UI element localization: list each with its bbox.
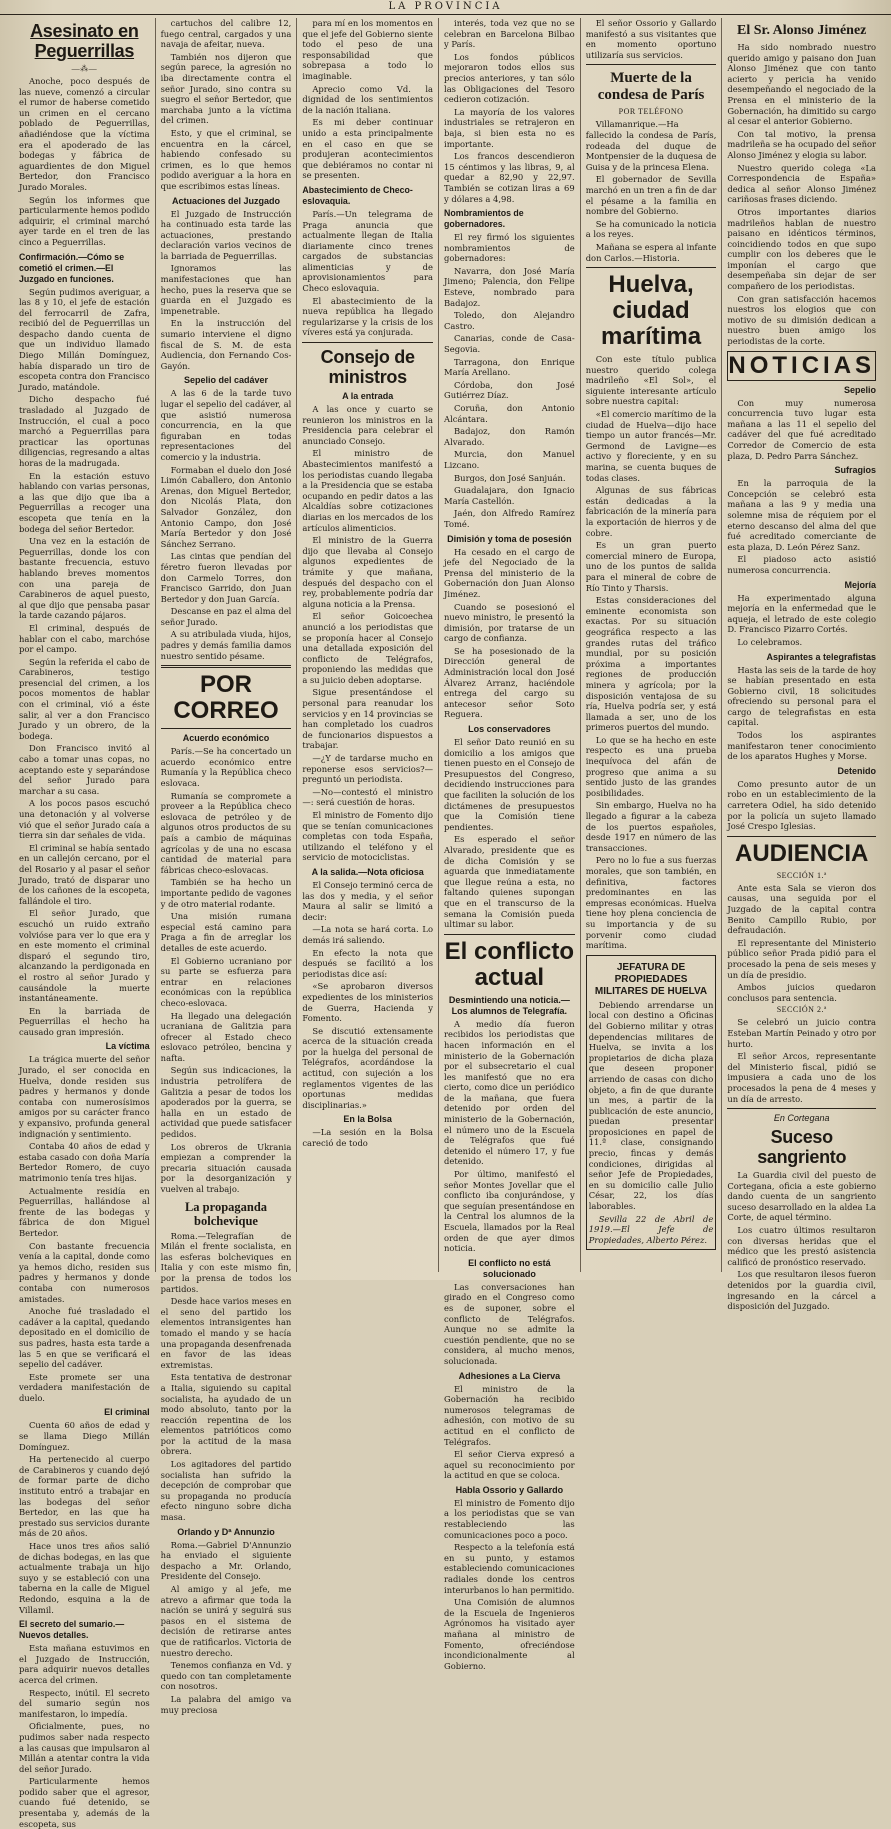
paragraph: Sin embargo, Huelva no ha llegado a figurar a la cabeza de los puertos españoles, desde 1917 en número de las transacciones. xyxy=(585,800,717,853)
paragraph: Badajoz, don Ramón Alvarado. xyxy=(444,426,575,447)
subhead-abastecimiento: Abastecimiento de Checo-eslovaquia. xyxy=(302,184,413,206)
paragraph: El señor Goicoechea anunció a los periodistas que se proponía hacer al Consejo una detallada exposición del conflicto de Telégrafos, proponiendo las medidas que a su juicio deben adoptarse. xyxy=(302,611,434,685)
paragraph: Jaén, don Alfredo Ramírez Tomé. xyxy=(444,508,575,529)
paragraph: También nos dijeron que según parece, la agresión no iba directamente contra el señor Jurado, sino contra su suegro el señor Bertedor, que marchaba junto a la víctima del crimen. xyxy=(160,51,292,126)
paragraph: Hace unos tres años salió de dichas bodegas, en las que actualmente trabaja un hijo suyo y se estableció con una taberna en la calle de Miguel Redondo, esquina a la de Villamil. xyxy=(19,1541,150,1615)
paragraph: Según los informes que particularmente hemos podido adquirir, el criminal marchó ayer tarde en el tren de las cinco a Peguerrillas. xyxy=(19,194,150,247)
paragraph: El criminal, después de hablar con el cabo, marchóse por el campo. xyxy=(19,622,150,655)
column-3 xyxy=(297,18,439,1272)
paragraph: —La sesión en la Bolsa careció de todo xyxy=(302,1127,434,1149)
paragraph: Las conversaciones han girado en el Congreso como es de suponer, sobre el conflicto de Telégrafos. Aunque no se admite la cuestión pendiente, que no se considera, al mucho menos, solucionada. xyxy=(444,1281,575,1366)
subhead-ossorio: Habla Ossorio y Gallardo xyxy=(455,1484,564,1495)
section-title-condesa: Muerte de la condesa de París xyxy=(597,70,705,104)
paragraph: Esto, y que el criminal, se encuentra en la cárcel, habiendo confesado su crimen, es lo que hemos podido averiguar a la hora en que escribimos estas líneas. xyxy=(160,127,292,191)
divider xyxy=(586,267,717,268)
paragraph: Se celebró un juicio contra Esteban Martín Peinado y otro por hurto. xyxy=(727,1017,877,1049)
column-6 xyxy=(722,18,881,1312)
paragraph: A las 6 de la tarde tuvo lugar el sepelio del cadáver, al que asistió numerosa concurrencia, en la que figuraban en todas representaciones del comercio y la industria. xyxy=(160,388,292,462)
subhead-secreto: El secreto del sumario.—Nuevos detalles. xyxy=(19,1619,125,1641)
paragraph: Murcia, don Manuel Lizcano. xyxy=(444,449,575,470)
paragraph: Algunas de sus fábricas están dedicadas a la fabricación de la minería para la exportación de hierros y de cobre. xyxy=(585,485,717,538)
paragraph: Villamanrique.—Ha fallecido la condesa de París, rodeada del duque de Montpensier de la duquesa de Guisa y de la princesa Elena. xyxy=(585,119,717,172)
paragraph: Canarias, conde de Casa-Segovia. xyxy=(444,333,575,355)
divider xyxy=(444,934,575,935)
paragraph: —¿Y de tardarse mucho en reponerse esos servicios?—preguntó un periodista. xyxy=(302,753,434,785)
section-label-1: SECCIÓN 1.ª xyxy=(776,870,827,880)
paragraph: Particularmente hemos podido saber que el agresor, cuando fué detenido, se presentaba y, además de la escopeta, sus xyxy=(19,1776,150,1829)
section-title-por-correo: POR CORREO xyxy=(173,671,279,725)
paragraph: La trágica muerte del señor Jurado, el ser conocida en Huelva, donde residen sus padres y hermanos y donde contaba con numerosísimos amigos por su carácter franco y expansivo, profunda general indignación y sentimiento. xyxy=(19,1054,150,1139)
paragraph: El criminal se había sentado en un callejón cercano, por el del Rosario y al pasar el señor Jurado, trató de disparar uno de los cañones de la escopeta, fallándole el tiro. xyxy=(19,842,150,906)
paragraph: También se ha hecho un importante pedido de vagones y de otro material rodante. xyxy=(160,877,292,909)
paragraph: El representante del Ministerio público señor Prada pidió para el procesado la pena de seis meses y un día de presidio. xyxy=(727,937,877,980)
paragraph: El piadoso acto asistió numerosa concurrencia. xyxy=(727,554,877,575)
section-label-2: SECCIÓN 2.ª xyxy=(776,1005,827,1015)
paragraph: Hasta las seis de la tarde de hoy se habían presentado en esta Gobierno civil, 18 solicitudes ofreciendo su personal para el cargo de telegrafistas en esta capital. xyxy=(727,664,877,728)
paragraph: A medio día fueron recibidos los periodistas que hacen información en el ministerio de la Gobernación por el subsecretario el cual les manifestó que no era cierto, como dice un periódico de la mañana, que fuera detenido por orden del ministerio de la Gobernación, el número uno de la Escuela de Telégrafos que fué detenido el número 17, y fue detenido. xyxy=(444,1018,575,1167)
paragraph: En la instrucción del sumario interviene el digno fiscal de S. M. de esta Audiencia, don Fernando Cos-Gayón. xyxy=(160,318,292,371)
paragraph: Cuenta 60 años de edad y se llama Diego Millán Domínguez. xyxy=(19,1420,150,1452)
paragraph: Nuestro querido colega «La Correspondencia de España» dedica al señor Alonso Jiménez cariñosas frases diciendo. xyxy=(727,162,877,205)
paragraph: para mí en los momentos en que el jefe del Gobierno siente todo el peso de una responsabilidad que sobrepasa a todo lo imaginable. xyxy=(302,18,434,81)
paragraph: Roma.—Telegrafían de Milán el frente socialista, en las esferas bolcheviques en Italia y con este mismo fin, por la prensa de todos los partidos. xyxy=(160,1230,292,1294)
subhead-victima: La víctima xyxy=(105,1041,150,1052)
paragraph: Es esperado el señor Alvarado, presidente que es de dicha Comisión y se aguarda que inmediatamente que llegue reúna a esta, no faltando quienes supongan que en el transcurso de la semana la Comisión pueda ultimar su labor. xyxy=(444,834,575,930)
paragraph: París.—Se ha concertado un acuerdo económico entre Rumanía y la República checo eslovaca. xyxy=(160,746,292,789)
subhead-dimision: Dimisión y toma de posesión xyxy=(447,533,572,544)
subhead-criminal: El criminal xyxy=(104,1407,150,1418)
paragraph: El abastecimiento de la nueva república ha llegado regularizarse y la crisis de los víveres está ya conjurada. xyxy=(302,295,434,338)
paragraph: El ministro de la Gobernación ha recibido numerosos telegramas de adhesión, con motivo de su actitud en el conflicto de Telégrafos. xyxy=(444,1383,575,1447)
columns xyxy=(14,18,881,1829)
subhead-salida: A la salida.—Nota oficiosa xyxy=(311,866,424,877)
paragraph: La mayoría de los valores industriales se retrajeron en baja, si bien esta no es importante. xyxy=(444,106,575,149)
section-title-noticias: NOTICIAS xyxy=(728,351,876,379)
paragraph: Este promete ser una verdadera manifestación de duelo. xyxy=(19,1371,150,1403)
paragraph: Ha pertenecido al cuerpo de Carabineros y cuando dejó de formar parte de dicho instituto entró a trabajar en las bodegas del señor Bertedor, en las que ha prestado sus servicios durante más de 20 años. xyxy=(19,1454,150,1539)
paragraph: Una Comisión de alumnos de la Escuela de Ingenieros Agrónomos ha visitado ayer mañana al ministro de Fomento, ofreciéndose incondicionalmente al Gobierno. xyxy=(444,1597,575,1671)
paragraph: Con gran satisfacción hacemos nuestros los elogios que con motivo de su dimisión dedican a nuestro buen amigo los periodistas de la corte. xyxy=(727,293,877,347)
paragraph: Los agitadores del partido socialista han sufrido la decepción de comprobar que su propaganda no producía efecto ninguno sobre dicha masa. xyxy=(160,1459,292,1523)
paragraph: Una vez en la estación de Peguerrillas, donde los con bastante frecuencia, estuvo hablando breves momentos con una pareja de Carabineros de aquel puesto, al que dijo que pensaba pasar la tarde cazando pájaros. xyxy=(19,536,150,621)
paragraph: La palabra del amigo va muy preciosa xyxy=(160,1693,292,1715)
paragraph: El Gobierno ucraniano por su parte se esfuerza para entrar en relaciones económicas con la república checo-eslovaca. xyxy=(160,955,292,1008)
paragraph: Con muy numerosa concurrencia tuvo lugar esta mañana a las 11 el sepelio del cadáver del que fué acreditado Corredor de Comercio de esta plaza, D. Pedro Parra Sánchez. xyxy=(727,397,877,461)
paragraph: Como presunto autor de un robo en un establecimiento de la carretera Odiel, ha sido detenido por la policía un sujeto llamado José Crespo Iglesias. xyxy=(727,778,877,832)
paragraph: Con tal motivo, la prensa madrileña se ha ocupado del señor Alonso Jiménez y elogia su labor. xyxy=(727,128,877,160)
dateline-cortegana: En Cortegana xyxy=(773,1113,830,1124)
paragraph: París.—Un telegrama de Praga anuncia que actualmente llegan de Italia diariamente cinco trenes cargados de substancias alimenticias y de aprovisionamientos para Checo eslovaquia. xyxy=(302,208,434,294)
section-title-suceso: Suceso sangriento xyxy=(757,1127,847,1168)
paragraph: El gobernador de Sevilla marchó en un tren a fin de dar el pésame a la familia en nombre del Gobierno. xyxy=(585,174,717,217)
subhead-sepelio: Sepelio del cadáver xyxy=(183,375,269,386)
paragraph: El Consejo terminó cerca de las dos y media, y el señor Maura al salir se limitó a decir: xyxy=(302,879,434,922)
paragraph: El Juzgado de Instrucción ha continuado esta tarde las actuaciones, prestando declaración varios vecinos de la barriada de Peguerrillas. xyxy=(160,208,292,261)
paragraph: Rumanía se compromete a proveer a la República checo eslovaca de petróleo y de algunos otros productos de su país a cambio de máquinas agrícolas y de una no escasa cantidad de material para fábricas checo-eslovacas. xyxy=(160,790,292,875)
subhead-nombramientos: Nombramientos de gobernadores. xyxy=(444,208,524,230)
byline-telefono: POR TELÉFONO xyxy=(618,107,684,117)
paragraph: —No—contestó el ministro—: será cuestión de horas. xyxy=(302,786,434,808)
divider xyxy=(727,1108,876,1109)
subhead-bolsa: En la Bolsa xyxy=(343,1114,392,1125)
paragraph: Burgos, don José Sanjuán. xyxy=(454,472,566,483)
paragraph: —La nota se hará corta. Lo demás irá saliendo. xyxy=(302,924,434,945)
paragraph: cartuchos del calibre 12, fuego central, cargados y una navaja de afeitar, nueva. xyxy=(160,18,292,50)
paragraph: Contaba 40 años de edad y estaba casado con doña María Bertedor Romero, de cuyo matrimonio tenía tres hijas. xyxy=(19,1141,150,1183)
paragraph: Cuando se posesionó el nuevo ministro, le presentó la dimisión, por tratarse de un cargo de confianza. xyxy=(444,601,575,644)
divider xyxy=(727,836,876,837)
paragraph: El ministro de Abastecimientos manifestó a los periodistas cuando llegaba a la Presidencia que se estaba ocupando en pedir datos a las Alcaldías sobre cotizaciones diarias en los mercados de los artículos alimenticios. xyxy=(302,448,434,533)
paragraph: Pero no lo fue a sus fuerzas morales, que son también, en definitiva, factores predominantes en las empresas económicas. Huelva tiene hoy plena conciencia de su importancia y de su porvenir como ciudad marítima. xyxy=(585,855,717,951)
subhead-confirmacion: Confirmación.—Cómo se cometió el crimen.—El Juzgado en funciones. xyxy=(19,251,125,284)
subhead-sepelio-2: Sepelio xyxy=(844,384,877,395)
paragraph: La Guardia civil del puesto de Cortegana, oficia a este gobierno dando cuenta de un sangriento suceso desarrollado en la aldea La Corte, de aquel término. xyxy=(727,1170,877,1223)
subhead-adhesiones: Adhesiones a La Cierva xyxy=(458,1370,561,1381)
paragraph: Con bastante frecuencia venía a la capital, donde como ya hemos dicho, residen sus padres y hermanos y donde contaba con numerosos amistades. xyxy=(19,1240,150,1304)
paragraph: Es un gran puerto comercial minero de Europa, uno de los puntos de salida para el mineral de cobre de Río Tinto y Tharsis. xyxy=(585,540,717,593)
paragraph: El señor Dato reunió en su domicilio a los amigos que tienen puesto en el Consejo de Presupuestos del Congreso, decidiendo instrucciones para que faciliten la solución de los dictámenes de presupuestos que la Comisión tiene pendientes. xyxy=(444,737,575,832)
article-title-asesinato: Asesinato en Peguerrillas xyxy=(30,21,139,61)
paragraph: Los cuatro últimos resultaron con diversas heridas que el médico que les prestó asistencia calificó de pronóstico reservado. xyxy=(727,1225,877,1267)
paragraph: A su atribulada viuda, hijos, padres y demás familia damos nuestro sentido pésame. xyxy=(160,629,292,661)
paragraph: Los francos descendieron 15 céntimos y las libras, 9, al quedar a 82,90 y 22,97. También se cotizan liras a 69 y dólares a 4,98. xyxy=(444,151,575,204)
paragraph: Esta tentativa de destronar a Italia, siguiendo su capital socialista, ha ayudado de un modo absoluto, tanto por la reacción repentina de los elementos patrióticos como por la actitud de la masa obrera. xyxy=(160,1372,292,1457)
paragraph: Respecto, inútil. El secreto del sumario según nos manifestaron, lo impedía. xyxy=(19,1687,150,1719)
noticias-banner xyxy=(727,351,876,381)
paragraph: Ignoramos las manifestaciones que han hecho, pues la reserva que se guarda en el Juzgado es impenetrable. xyxy=(160,263,292,316)
subhead-actuaciones: Actuaciones del Juzgado xyxy=(171,195,281,206)
paragraph: Todos los aspirantes manifestaron tener conocimiento de los aparatos Hughes y Morse. xyxy=(727,730,877,762)
paragraph: Coruña, don Antonio Alcántara. xyxy=(444,403,575,424)
paragraph: Ha cesado en el cargo de jefe del Negociado de la Prensa del ministerio de la Gobernación don Juan Alonso Jiménez. xyxy=(444,546,575,599)
paragraph: Una misión rumana especial está camino para Praga a fin de arreglar los detalles de este acuerdo. xyxy=(160,911,292,953)
subhead-entrada: A la entrada xyxy=(342,391,394,402)
paragraph: En efecto la nota que después se facilitó a los periodistas dice así: xyxy=(302,947,434,979)
paragraph: Mañana se espera al infante don Carlos.—Historia. xyxy=(585,241,717,263)
paragraph: Aprecio como Vd. la dignidad de los sentimientos de la nación italiana. xyxy=(302,83,434,115)
paragraph: A los pocos pasos escuchó una detonación y al volverse vió que el señor Jurado caía a tierra sin dar señales de vida. xyxy=(19,798,150,841)
paragraph: Ha experimentado alguna mejoría en la enfermedad que le aqueja, el letrado de este colegio D. Francisco Pizarro Cortés. xyxy=(727,592,877,635)
paragraph: Esta mañana estuvimos en el Juzgado de Instrucción, para adquirir nuevos detalles acerca del crimen. xyxy=(19,1643,150,1685)
section-title-alonso: El Sr. Alonso Jiménez xyxy=(737,23,867,38)
paragraph: Descanse en paz el alma del señor Jurado. xyxy=(160,606,292,627)
subhead-detenido: Detenido xyxy=(837,765,877,776)
paragraph: En la parroquia de la Concepción se celebró esta mañana a las 9 y media una solemne misa de réquiem por el eterno descanso del alma del que fué acreditado comerciante de esta plaza, D. León Pérez Sanz. xyxy=(727,478,877,552)
paragraph: Toledo, don Alejandro Castro. xyxy=(444,310,575,331)
paragraph: Oficialmente, pues, no pudimos saber nada respecto a las causas que impulsaron al Millán a atentar contra la vida del señor Jurado. xyxy=(19,1721,150,1774)
paragraph: A las once y cuarto se reunieron los ministros en la Presidencia para celebrar el anunciado Consejo. xyxy=(302,404,434,446)
paragraph: Anoche, poco después de las nueve, comenzó a circular el rumor de haberse cometido un crimen en el cercano poblado de Peguerrillas, añadiéndose que la víctima era el apoderado de las bodegas y fábrica de aguardientes de don Miguel Bertedor, don Francisco Jurado Morales. xyxy=(19,76,150,192)
paragraph: Lo celebramos. xyxy=(737,636,803,647)
paragraph: El ministro de la Guerra dijo que llevaba al Consejo algunos expedientes de trámite y que mañana, después del despacho con el rey, probablemente podría dar alguna noticia a la Prensa. xyxy=(302,535,434,609)
paragraph: Según la referida el cabo de Carabineros, testigo presencial del crimen, a los pocos momentos de hablar con el criminal, vió a éste salir, al ver a don Francisco Jurado y un obrero, de la bodega. xyxy=(19,656,150,741)
paragraph: Con este título publica nuestro querido colega madrileño «El Sol», el siguiente interesante artículo sobre nuestra capital: xyxy=(585,354,717,407)
paragraph: El señor Ossorio y Gallardo manifestó a sus visitantes que en momento oportuno utilizaría sus servicios. xyxy=(585,18,717,60)
paragraph: Según sus indicaciones, la industria petrolífera de Galitzia a pesar de todos los apoderados por la guerra, se halla en un estado de actividad que puede satisfacer pedidos. xyxy=(160,1065,292,1140)
paragraph: Ante esta Sala se vieron dos causas, una seguida por el Juzgado de la capital contra Benito Campillo Rubio, por defraudación. xyxy=(727,882,877,936)
paragraph: Córdoba, don José Gutiérrez Díaz. xyxy=(444,379,575,401)
paragraph: El señor Jurado, que escuchó un ruido extraño volvióse para ver lo que era y en este momento el criminal disparó el segundo tiro, alcanzando la perdigonada en el rostro al señor Jurado y causándole la muerte instantáneamente. xyxy=(19,908,150,1004)
paragraph: interés, toda vez que no se celebran en Barcelona Bilbao y París. xyxy=(444,18,575,50)
divider xyxy=(586,64,717,65)
subhead-orlando: Orlando y Dª Annunzio xyxy=(177,1526,275,1537)
subhead-mejoria: Mejoría xyxy=(844,579,877,590)
subhead-no-solucionado: El conflicto no está solucionado xyxy=(468,1257,551,1279)
divider xyxy=(161,665,292,668)
paragraph: Sigue presentándose el personal para reanudar los servicios y en 14 provincias se han completado los cuadros de funcionarios dispuestos a trabajar. xyxy=(302,687,434,751)
paragraph: Por último, manifestó el señor Montes Jovellar que el conflicto iba conjurándose, y que seguían presentándose en la Central los alumnos de la Escuela, llamados por la Real orden de que ayer dimos noticia. xyxy=(444,1169,575,1254)
paragraph: Los obreros de Ukrania empiezan a comprender la precaria situación causada por la desorganización y vuelven al trabajo. xyxy=(160,1141,292,1194)
paragraph: Anoche fué trasladado el cadáver a la capital, quedando depositado en el domicilio de sus padres, hasta esta tarde a las 5 en que se verificará el sepelio del cadáver. xyxy=(19,1306,150,1370)
column-5 xyxy=(581,18,723,1272)
paragraph: Según pudimos averiguar, a las 8 y 10, el jefe de estación del ferrocarril de Zafra, recibió del de Peguerrillas un despacho dando cuenta de que un individuo llamado Diego Millán Domínguez, había disparado un tiro de escopeta contra don Francisco Jurado, matándole. xyxy=(19,286,150,392)
divider xyxy=(302,342,433,343)
paragraph: Al amigo y al jefe, me atrevo a afirmar que toda la nación se unirá y seguirá sus pasos en el sistema de decisión de retirarse antes que de ratificarlos. Victoria de nuestro derecho. xyxy=(160,1584,292,1658)
paragraph: Se ha comunicado la noticia a los reyes. xyxy=(585,218,717,240)
paragraph: «El comercio marítimo de la ciudad de Huelva—dijo hace tiempo un autor francés—Mr. Germond de Lavigne—es activo y floreciente, y en su marina, se cuenta buques de todas clases. xyxy=(585,409,717,483)
subhead-aspirantes: Aspirantes a telegrafistas xyxy=(766,651,877,662)
notice-title: JEFATURA DE PROPIEDADES MILITARES DE HUELVA xyxy=(594,961,708,997)
paragraph: Se discutió extensamente acerca de la situación creada por la huelga del personal de Telégrafos, acordándose la actitud, con sujeción a los reglamentos vigentes de las oportunas medidas disciplinarias.» xyxy=(302,1025,434,1110)
paragraph: «Se aprobaron diversos expedientes de los ministerios de Guerra, Hacienda y Fomento. xyxy=(302,981,434,1024)
paragraph: Estas consideraciones del eminente economista son exactas. Por su situación geográfica respecto a las grandes rutas del tráfico mundial, por su posición próxima a importantes regiones de producción minera y agrícola; por la disposición ventajosa de su ría, Huelva podría ser, y está llamada a ser, uno de los primeros puertos del mundo. xyxy=(585,595,717,733)
section-title-audiencia: AUDIENCIA xyxy=(735,839,869,867)
paragraph: El señor Cierva expresó a aquel su reconocimiento por la actitud en que se coloca. xyxy=(444,1449,575,1481)
notice-signature: Sevilla 22 de Abril de 1919.—El Jefe de Propiedades, Alberto Pérez. xyxy=(588,1213,714,1245)
paragraph: Las cintas que pendían del féretro fueron llevadas por don Carmelo Torres, don Francisco Garrido, don Juan Bertedor y don Juan García. xyxy=(160,551,292,604)
section-title-consejo: Consejo de ministros xyxy=(320,347,415,388)
paragraph: Tenemos confianza en Vd. y quedo con tan completamente con nosotros. xyxy=(160,1660,292,1692)
paragraph: Navarra, don José María Jimeno; Palencia, don Felipe Esteve, nombrado para Badajoz. xyxy=(444,265,575,308)
paragraph: El ministro de Fomento dijo a los periodistas que se van restableciendo las comunicaciones poco a poco. xyxy=(444,1497,575,1540)
paragraph: Los que resultaron ilesos fueron detenidos por la guardia civil, ingresando en la cárcel a disposición del Juzgado. xyxy=(727,1269,877,1312)
paragraph: El señor Arcos, representante del Ministerio fiscal, pidió se impusiera a cada uno de los procesados la pena de 4 meses y un día de arresto. xyxy=(727,1051,877,1104)
paragraph: El ministro de Fomento dijo que se tenían comunicaciones completas con toda España, utilizando el teléfono y el servicio de motociclistas. xyxy=(302,810,434,863)
notice-box xyxy=(586,955,717,1251)
paragraph: Debiendo arrendarse un local con destino a Oficinas del Gobierno militar y otras dependencias militares de Huelva, se invita a los propietarios de dicha plaza que deseen proponer arriendo de casas con dicho objeto, a fin de que durante un mes, a partir de la publicación de este anuncio, puedan presentar proposiciones en papel de 11.ª clase, consignando precio, fincas y demás condiciones, dirigidas al señor Jefe de Propiedades, en su domicilio calle Julio César, 22, los días laborables. xyxy=(588,999,714,1212)
subhead-acuerdo: Acuerdo económico xyxy=(182,733,270,744)
paragraph: Guadalajara, don Ignacio María Castellón. xyxy=(444,485,575,506)
subhead-conservadores: Los conservadores xyxy=(468,724,551,735)
section-title-conflicto: El conflicto actual xyxy=(444,937,575,991)
paragraph: En la barriada de Peguerrillas el hecho ha causado gran impresión. xyxy=(19,1005,150,1037)
paragraph: Don Francisco invitó al cabo a tomar unas copas, no aceptando este y separándose del señor Jurado para marchar a su casa. xyxy=(19,743,150,796)
paragraph: Los fondos públicos mejoraron todos ellos sus precios anteriores, y tan sólo las Obligaciones del Tesoro cedieron cotización. xyxy=(444,51,575,105)
paragraph: Se ha posesionado de la Dirección general de Administración local don José Álvarez Arranz, haciéndole entrega del cargo su antecesor señor Soto Reguera. xyxy=(444,645,575,720)
paragraph: El rey firmó los siguientes nombramientos de gobernadores: xyxy=(444,232,575,264)
paragraph: Ha sido nombrado nuestro querido amigo y paisano don Juan Alonso Jiménez que con tanto acierto y pericia ha venido desempeñando el negociado de la Prensa en el ministerio de la Gobernación, ha dimitido su cargo al cesar el anterior Gobierno. xyxy=(727,42,877,127)
subhead-desmintiendo: Desmintiendo una noticia.—Los alumnos de Telegrafía. xyxy=(448,994,570,1016)
paragraph: Respecto a la telefonía está en su punto, y estamos estableciendo comunicaciones radiales donde los centros interurbanos lo han permitido. xyxy=(444,1542,575,1595)
paragraph: Ambos juicios quedaron conclusos para sentencia. xyxy=(727,982,877,1003)
paragraph: Formaban el duelo don José Limón Caballero, don Antonio Arenas, don Miguel Bertedor, don Nicolás Plata, don Salvador González, don Antonio Campo, don José María Bertedor y don José Sánchez Serrano. xyxy=(160,464,292,549)
paragraph: Roma.—Gabriel D'Annunzio ha enviado el siguiente despacho a Mr. Orlando, Presidente del Consejo. xyxy=(160,1539,292,1582)
column-4 xyxy=(439,18,581,1671)
divider xyxy=(161,728,292,729)
paragraph: Es mi deber continuar unido a esta principalmente en el caso en que se produjeran acontecimientos que debiéramos no contar ni se presenten. xyxy=(302,117,434,181)
paragraph: Otros importantes diarios madrileños hablan de nuestro paisano en idénticos términos, coincidiendo todos en que supo cumplir con los deberes que le imponían el cargo que desempeñaba sin dejar de ser compañero de los periodistas. xyxy=(727,206,877,292)
paragraph: Actualmente residía en Peguerrillas, hallándose al frente de las bodegas y fábrica de don Miguel Bertedor. xyxy=(19,1185,150,1238)
column-2 xyxy=(156,18,298,1715)
subhead-propaganda: La propaganda bolchevique xyxy=(184,1199,268,1228)
masthead: LA PROVINCIA xyxy=(0,0,891,15)
ornament: —⁂— xyxy=(71,64,98,73)
paragraph: Ha llegado una delegación ucraniana de Galitzia para ofrecer al Estado checo eslovaco petróleo, bencina y nafta. xyxy=(160,1010,292,1063)
column-1 xyxy=(14,18,156,1829)
subhead-sufragios: Sufragios xyxy=(834,465,877,476)
paragraph: Tarragona, don Enrique María Arellano. xyxy=(444,356,575,378)
paragraph: Lo que se ha hecho en este respecto es una prueba inequívoca del afán de progreso que anima a su sentido justo de las grandes posibilidades. xyxy=(585,734,717,798)
section-title-huelva: Huelva, ciudad marítima xyxy=(601,271,702,351)
paragraph: En la estación estuvo hablando con varias personas, a las que dijo que iba a Peguerrillas a recoger una escopeta que tenía en la bodega del señor Bertedor. xyxy=(19,470,150,534)
paragraph: Dicho despacho fué trasladado al Juzgado de Instrucción, el cual a poco marchó a Peguerrillas para practicar las oportunas diligencias, regresando a altas horas de la madrugada. xyxy=(19,394,150,468)
paragraph: Desde hace varios meses en el seno del partido los elementos intransigentes han tomado el mando y se hacía una propaganda desenfrenada en favor de las ideas extremistas. xyxy=(160,1296,292,1370)
